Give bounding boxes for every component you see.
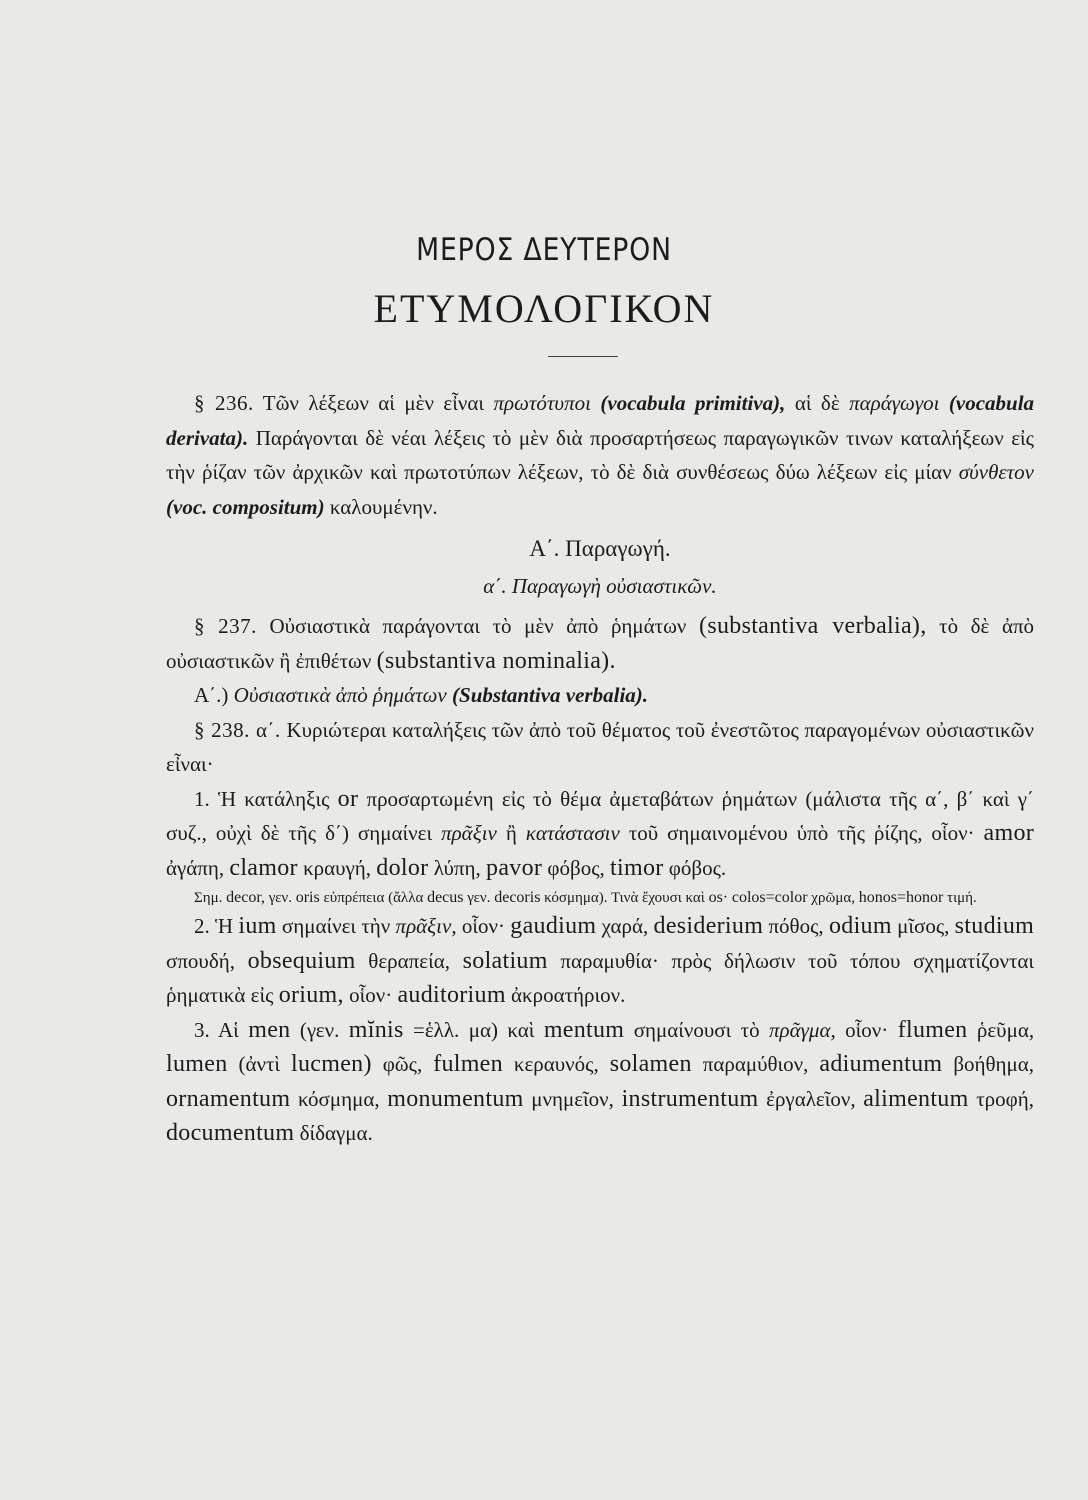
heading-paragogi: Α΄. Παραγωγή. xyxy=(529,536,671,561)
section-number: § 237. xyxy=(194,614,257,638)
paragraph-237: § 237. Οὐσιαστικὰ παράγονται τὸ μὲν ἀπὸ ῥημάτων (substantiva verbalia), τὸ δὲ ἀπὸ οὐσιαστικῶν ἢ ἐπιθέτων (substantiva nominalia). xyxy=(166,613,1035,674)
list-item-3: 3. Αἱ men (γεν. mĭnis =ἑλλ. μα) καὶ mentum σημαίνουσι τὸ πρᾶγμα, οἷον· flumen ῥεῦμα, lumen (ἀντὶ lucmen) φῶς, fulmen κεραυνός, solamen παραμύθιον, adiumentum βοήθημα, ornamentum κόσμημα, monumentum μνημεῖον, instrumentum ἐργαλεῖον, alimentum τροφή, documentum δίδαγμα. xyxy=(166,1016,1035,1146)
section-number: § 238. α΄. xyxy=(194,717,281,742)
list-item-1: 1. Ἡ κατάληξις or προσαρτωμένη εἰς τὸ θέμα ἀμεταβάτων ῥημάτων (μάλιστα τῆς α΄, β΄ καὶ γ΄ συζ., οὐχὶ δὲ τῆς δ΄) σημαίνει πρᾶξιν ἢ κατάστασιν τοῦ σημαινομένου ὑπὸ τῆς ῥίζης, οἷον· amor ἀγάπη, clamor κραυγή, dolor λύπη, pavor φόβος, timor φόβος. xyxy=(166,785,1035,881)
part-title: ΜΕΡΟΣ ΔΕΥΤΕΡΟΝ xyxy=(416,232,672,268)
main-title: ΕΤΥΜΟΛΟΓΙΚΟΝ xyxy=(373,286,715,331)
title-divider xyxy=(548,356,618,357)
paragraph-238: § 238. α΄. Κυριώτεραι καταλήξεις τῶν ἀπὸ τοῦ θέματος τοῦ ἐνεστῶτος παραγομένων οὐσιαστικῶν εἶναι· xyxy=(166,717,1035,776)
footnote-remark: Σημ. decor, γεν. oris εὐπρέπεια (ἄλλα decus γεν. decoris κόσμημα). Τινὰ ἔχουσι καὶ os· colos=color χρῶμα, honos=honor τιμή. xyxy=(194,889,977,906)
section-number: § 236. xyxy=(194,391,254,415)
body-text xyxy=(166,386,1034,1151)
heading-substantiva-verbalia: Α΄.) Οὐσιαστικὰ ἀπὸ ῥημάτων (Substantiva verbalia). xyxy=(194,683,649,707)
heading-paragogi-ousiastikon: α΄. Παραγωγὴ οὐσιαστικῶν. xyxy=(483,573,717,598)
paragraph-236: § 236. Τῶν λέξεων αἱ μὲν εἶναι πρωτότυποι (vocabula primitiva), αἱ δὲ παράγωγοι (vocabula derivata). Παράγονται δὲ νέαι λέξεις τὸ μὲν διὰ προσαρτήσεως παραγωγικῶν τινων καταλήξεων εἰς τὴν ῥίζαν τῶν ἀρχικῶν καὶ πρωτοτύπων λέξεων, τὸ δὲ διὰ συνθέσεως δύω λέξεων εἰς μίαν σύνθετον (voc. compositum) καλουμένην. xyxy=(166,391,1035,519)
list-item-2: 2. Ἡ ium σημαίνει τὴν πρᾶξιν, οἷον· gaudium χαρά, desiderium πόθος, odium μῖσος, studium σπουδή, obsequium θεραπεία, solatium παραμυθία· πρὸς δήλωσιν τοῦ τόπου σχηματίζονται ῥηματικὰ εἰς orium, οἷον· auditorium ἀκροατήριον. xyxy=(166,913,1035,1008)
